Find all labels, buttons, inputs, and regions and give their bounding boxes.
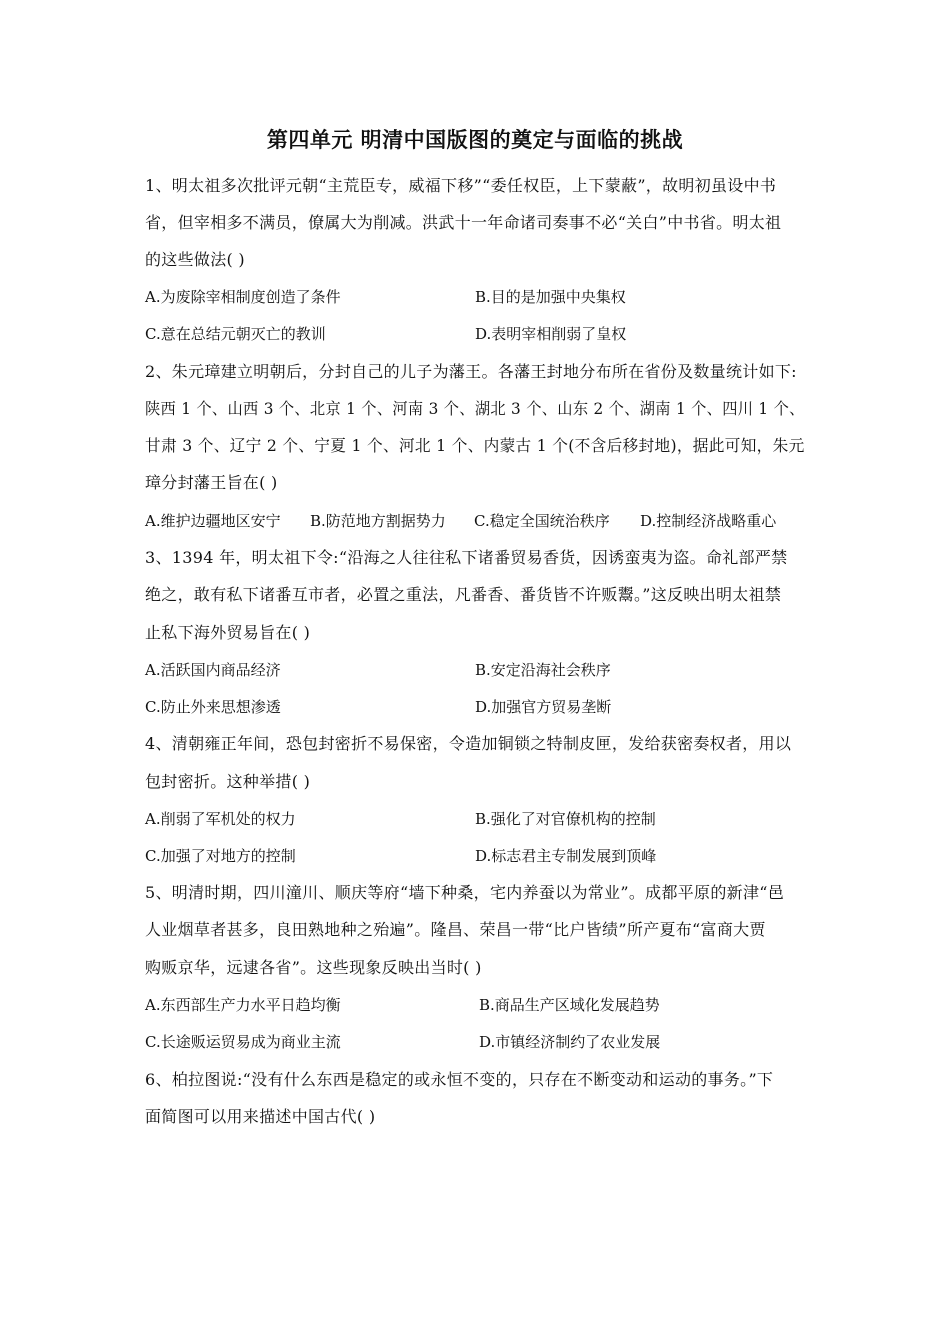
q2-line-2: 陕西 1 个、山西 3 个、北京 1 个、河南 3 个、湖北 3 个、山东 2 个、湖南 1 个、四川 1 个、: [145, 399, 805, 418]
q5-option-d: D.市镇经济制约了农业发展: [479, 1033, 661, 1051]
q5-option-c: C.长途贩运贸易成为商业主流: [145, 1033, 341, 1051]
q2-option-b: B.防范地方割据势力: [310, 512, 446, 530]
q2-line-4: 璋分封藩王旨在( ): [145, 473, 278, 492]
q3-option-b: B.安定沿海社会秩序: [475, 661, 611, 679]
q5-option-b: B.商品生产区域化发展趋势: [479, 996, 660, 1014]
q5-line-1: 5、明清时期，四川潼川、顺庆等府“墙下种桑，宅内养蚕以为常业”。成都平原的新津“邑: [145, 883, 785, 902]
q3-line-1: 3、1394 年，明太祖下令:“沿海之人往往私下诸番贸易香货，因诱蛮夷为盗。命礼部严禁: [145, 548, 788, 567]
q5-line-3: 购贩京华，远逮各省”。这些现象反映出当时( ): [145, 958, 482, 977]
q2-option-a: A.维护边疆地区安宁: [145, 512, 281, 530]
q2-option-d: D.控制经济战略重心: [640, 512, 777, 530]
q4-option-b: B.强化了对官僚机构的控制: [475, 810, 656, 828]
q4-line-1: 4、清朝雍正年间，恐包封密折不易保密，令造加铜锁之特制皮匣，发给获密奏权者，用以: [145, 734, 792, 753]
q2-line-1: 2、朱元璋建立明朝后，分封自己的儿子为藩王。各藩王封地分布所在省份及数量统计如下:: [145, 362, 797, 381]
q1-option-c: C.意在总结元朝灭亡的教训: [145, 325, 326, 343]
unit-title: 第四单元 明清中国版图的奠定与面临的挑战: [266, 128, 684, 152]
q1-line-3: 的这些做法( ): [145, 250, 245, 269]
q1-option-a: A.为废除宰相制度创造了条件: [145, 288, 341, 306]
q4-option-c: C.加强了对地方的控制: [145, 847, 296, 865]
q1-line-1: 1、明太祖多次批评元朝“主荒臣专，威福下移”“委任权臣，上下蒙蔽”，故明初虽设中书: [145, 176, 777, 195]
q4-option-a: A.削弱了军机处的权力: [145, 810, 296, 828]
q2-option-c: C.稳定全国统治秩序: [474, 512, 610, 530]
q3-option-c: C.防止外来思想渗透: [145, 698, 281, 716]
q4-line-2: 包封密折。这种举措( ): [145, 772, 311, 791]
q3-option-a: A.活跃国内商品经济: [145, 661, 281, 679]
q1-option-d: D.表明宰相削弱了皇权: [475, 325, 627, 343]
q4-option-d: D.标志君主专制发展到顶峰: [475, 847, 657, 865]
q6-line-1: 6、柏拉图说:“没有什么东西是稳定的或永恒不变的，只存在不断变动和运动的事务。”下: [145, 1070, 774, 1089]
q2-line-3: 甘肃 3 个、辽宁 2 个、宁夏 1 个、河北 1 个、内蒙古 1 个(不含后移封地)，据此可知，朱元: [145, 436, 805, 455]
q3-line-2: 绝之，敢有私下诸番互市者，必置之重法，凡番香、番货皆不许贩鬻。”这反映出明太祖禁: [145, 585, 782, 604]
q3-line-3: 止私下海外贸易旨在( ): [145, 623, 311, 642]
q1-option-b: B.目的是加强中央集权: [475, 288, 626, 306]
q5-line-2: 人业烟草者甚多，良田熟地种之殆遍”。隆昌、荣昌一带“比户皆绩”所产夏布“富商大贾: [145, 920, 766, 939]
q1-line-2: 省，但宰相多不满员，僚属大为削减。洪武十一年命诸司奏事不必“关白”中书省。明太祖: [145, 213, 782, 232]
q6-line-2: 面简图可以用来描述中国古代( ): [145, 1107, 376, 1126]
q3-option-d: D.加强官方贸易垄断: [475, 698, 612, 716]
q5-option-a: A.东西部生产力水平日趋均衡: [145, 996, 341, 1014]
